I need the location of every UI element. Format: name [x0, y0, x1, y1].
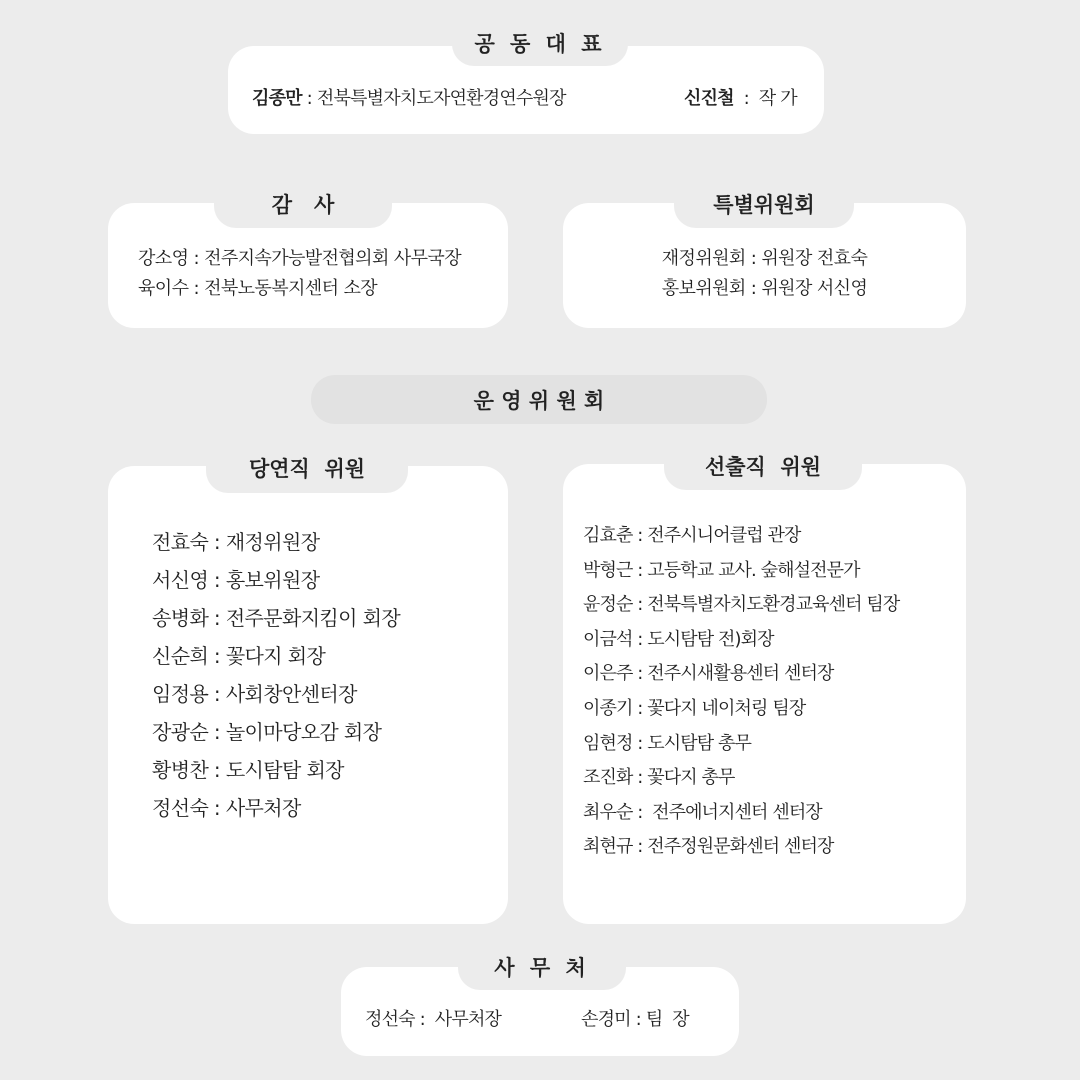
- steering-committee-title: 운 영 위 원 회: [311, 375, 767, 424]
- list-item: 최우순 : 전주에너지센터 센터장: [583, 801, 822, 823]
- ex-officio-title: 당연직 위원: [206, 443, 408, 493]
- list-item: 이금석 : 도시탐탐 전)회장: [583, 628, 774, 650]
- list-item: 이은주 : 전주시새활용센터 센터장: [583, 663, 834, 685]
- co-representatives-line-2: 신진철 : 작 가: [684, 88, 797, 109]
- list-item: 정선숙 : 사무처장: [152, 796, 301, 820]
- special-committee-1: 재정위원회 : 위원장 전효숙: [661, 248, 868, 269]
- co-rep-2-role: 작 가: [758, 88, 797, 109]
- list-item: 송병화 : 전주문화지킴이 회장: [152, 606, 401, 630]
- list-item: 전효숙 : 재정위원장: [152, 530, 320, 554]
- co-representatives-title: 공 동 대 표: [452, 20, 628, 66]
- list-item: 김효춘 : 전주시니어클럽 관장: [583, 525, 801, 546]
- auditor-2: 육이수 : 전북노동복지센터 소장: [138, 278, 378, 299]
- auditors-lines: [108, 244, 508, 304]
- auditors-title: 감 사: [214, 180, 392, 228]
- ex-officio-list: [152, 523, 400, 827]
- list-item: 최현규 : 전주정원문화센터 센터장: [583, 836, 834, 858]
- list-item: 서신영 : 홍보위원장: [152, 568, 320, 592]
- auditor-1: 강소영 : 전주지속가능발전협의회 사무국장: [138, 248, 462, 269]
- co-representatives-line: 김종만 : 전북특별자치도자연환경연수원장: [252, 88, 566, 109]
- elected-title: 선출직 위원: [664, 442, 862, 490]
- co-rep-1-name: 김종만: [252, 88, 302, 109]
- secretariat-title: 사 무 처: [458, 944, 626, 990]
- list-item: 장광순 : 놀이마당오감 회장: [152, 720, 382, 744]
- special-committee-title: 특별위원회: [674, 180, 854, 228]
- list-item: 조진화 : 꽃다지 총무: [583, 767, 735, 789]
- list-item: 임정용 : 사회창안센터장: [152, 682, 357, 706]
- list-item: 윤정순 : 전북특별자치도환경교육센터 팀장: [583, 594, 900, 616]
- list-item: 임현정 : 도시탐탐 총무: [583, 732, 752, 754]
- elected-box: [563, 464, 966, 924]
- secretariat-member-2: 손경미 : 팀 장: [581, 1009, 689, 1030]
- special-committee-2: 홍보위원회 : 위원장 서신영: [661, 278, 868, 299]
- list-item: 신순희 : 꽃다지 회장: [152, 644, 326, 668]
- list-item: 이종기 : 꽃다지 네이처링 팀장: [583, 697, 806, 719]
- co-rep-1-role: 전북특별자치도자연환경연수원장: [316, 88, 566, 109]
- secretariat-member-1: 정선숙 : 사무처장: [365, 1009, 502, 1030]
- special-committee-lines: [563, 244, 966, 304]
- ex-officio-box: [108, 466, 508, 924]
- elected-list: [583, 519, 899, 865]
- list-item: 박형근 : 고등학교 교사. 숲해설전문가: [583, 559, 860, 581]
- list-item: 황병찬 : 도시탐탐 회장: [152, 758, 344, 782]
- co-rep-2-name: 신진철: [684, 88, 734, 109]
